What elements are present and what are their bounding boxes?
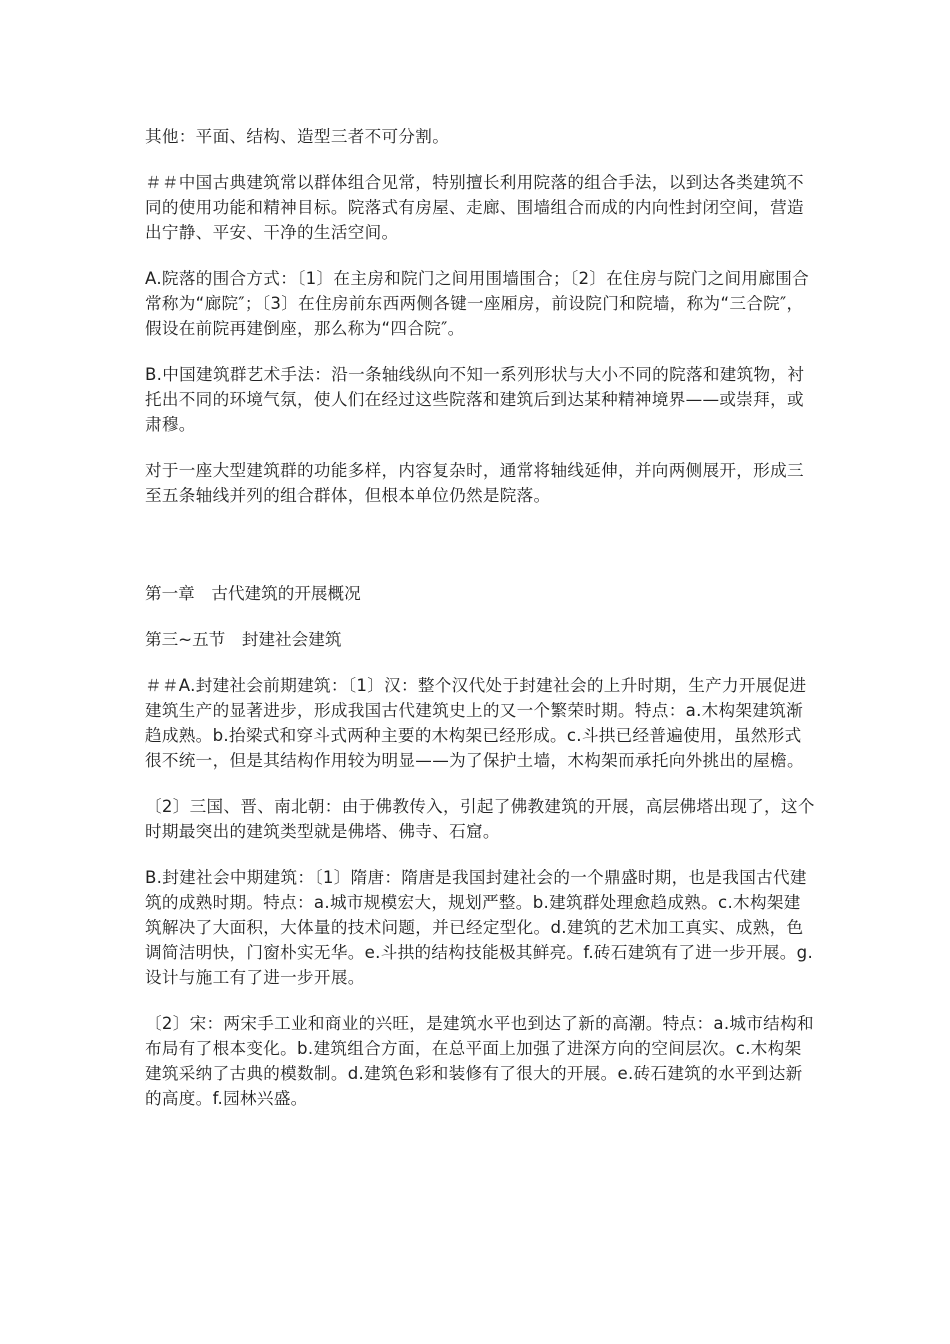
paragraph-courtyard-intro: ＃＃中国古典建筑常以群体组合见常，特别擅长利用院落的组合手法，以到达各类建筑不同的使用功能和精神目标。院落式有房屋、走廊、围墙组合而成的内向性封闭空间，营造出宁静、平安、干净的生活空间。 (145, 173, 804, 242)
paragraph-group-art: B.中国建筑群艺术手法：沿一条轴线纵向不知一系列形状与大小不同的院落和建筑物，衬托出不同的环境气氛，使人们在经过这些院落和建筑后到达某种精神境界——或崇拜，或肃穆。 (145, 365, 805, 434)
paragraph-summary: 其他：平面、结构、造型三者不可分割。 (145, 127, 450, 146)
chapter-title: 第一章 古代建筑的开展概况 (145, 584, 361, 603)
paragraph-large-complex: 对于一座大型建筑群的功能多样，内容复杂时，通常将轴线延伸，并向两侧展开，形成三至五条轴线并列的组合群体，但根本单位仍然是院落。 (145, 461, 804, 505)
paragraph-three-kingdoms: 〔2〕三国、晋、南北朝：由于佛教传入，引起了佛教建筑的开展，高层佛塔出现了，这个时期最突出的建筑类型就是佛塔、佛寺、石窟。 (145, 797, 815, 841)
section-gap (145, 529, 815, 581)
paragraph-early-feudal: ＃＃A.封建社会前期建筑：〔1〕汉：整个汉代处于封建社会的上升时期，生产力开展促进建筑生产的显著进步，形成我国古代建筑史上的又一个繁荣时期。特点：a.木构架建筑渐趋成熟。b.抬梁式和穿斗式两种主要的木构架已经形成。c.斗拱已经普遍使用，虽然形式很不统一，但是其结构作用较为明显——为了保护土墙，木构架而承托向外挑出的屋檐。 (145, 676, 807, 770)
paragraph-song: 〔2〕宋：两宋手工业和商业的兴旺，是建筑水平也到达了新的高潮。特点：a.城市结构和布局有了根本变化。b.建筑组合方面，在总平面上加强了进深方向的空间层次。c.木构架建筑采纳了古典的模数制。d.建筑色彩和装修有了很大的开展。e.砖石建筑的水平到达新的高度。f.园林兴盛。 (145, 1014, 814, 1108)
section-title: 第三~五节 封建社会建筑 (145, 630, 342, 649)
paragraph-courtyard-enclosure: A.院落的围合方式：〔1〕在主房和院门之间用围墙围合；〔2〕在住房与院门之间用廊围合常称为“廊院″；〔3〕在住房前东西两侧各键一座厢房，前设院门和院墙，称为“三合院″，假设在前院再建倒座，那么称为“四合院″。 (145, 269, 810, 338)
paragraph-sui-tang: B.封建社会中期建筑：〔1〕隋唐：隋唐是我国封建社会的一个鼎盛时期，也是我国古代建筑的成熟时期。特点：a.城市规模宏大，规划严整。b.建筑群处理愈趋成熟。c.木构架建筑解决了大面积，大体量的技术问题，并已经定型化。d.建筑的艺术加工真实、成熟，色调简洁明快，门窗朴实无华。e.斗拱的结构技能极其鲜亮。f.砖石建筑有了进一步开展。g.设计与施工有了进一步开展。 (145, 868, 814, 987)
document-page (145, 124, 815, 1132)
